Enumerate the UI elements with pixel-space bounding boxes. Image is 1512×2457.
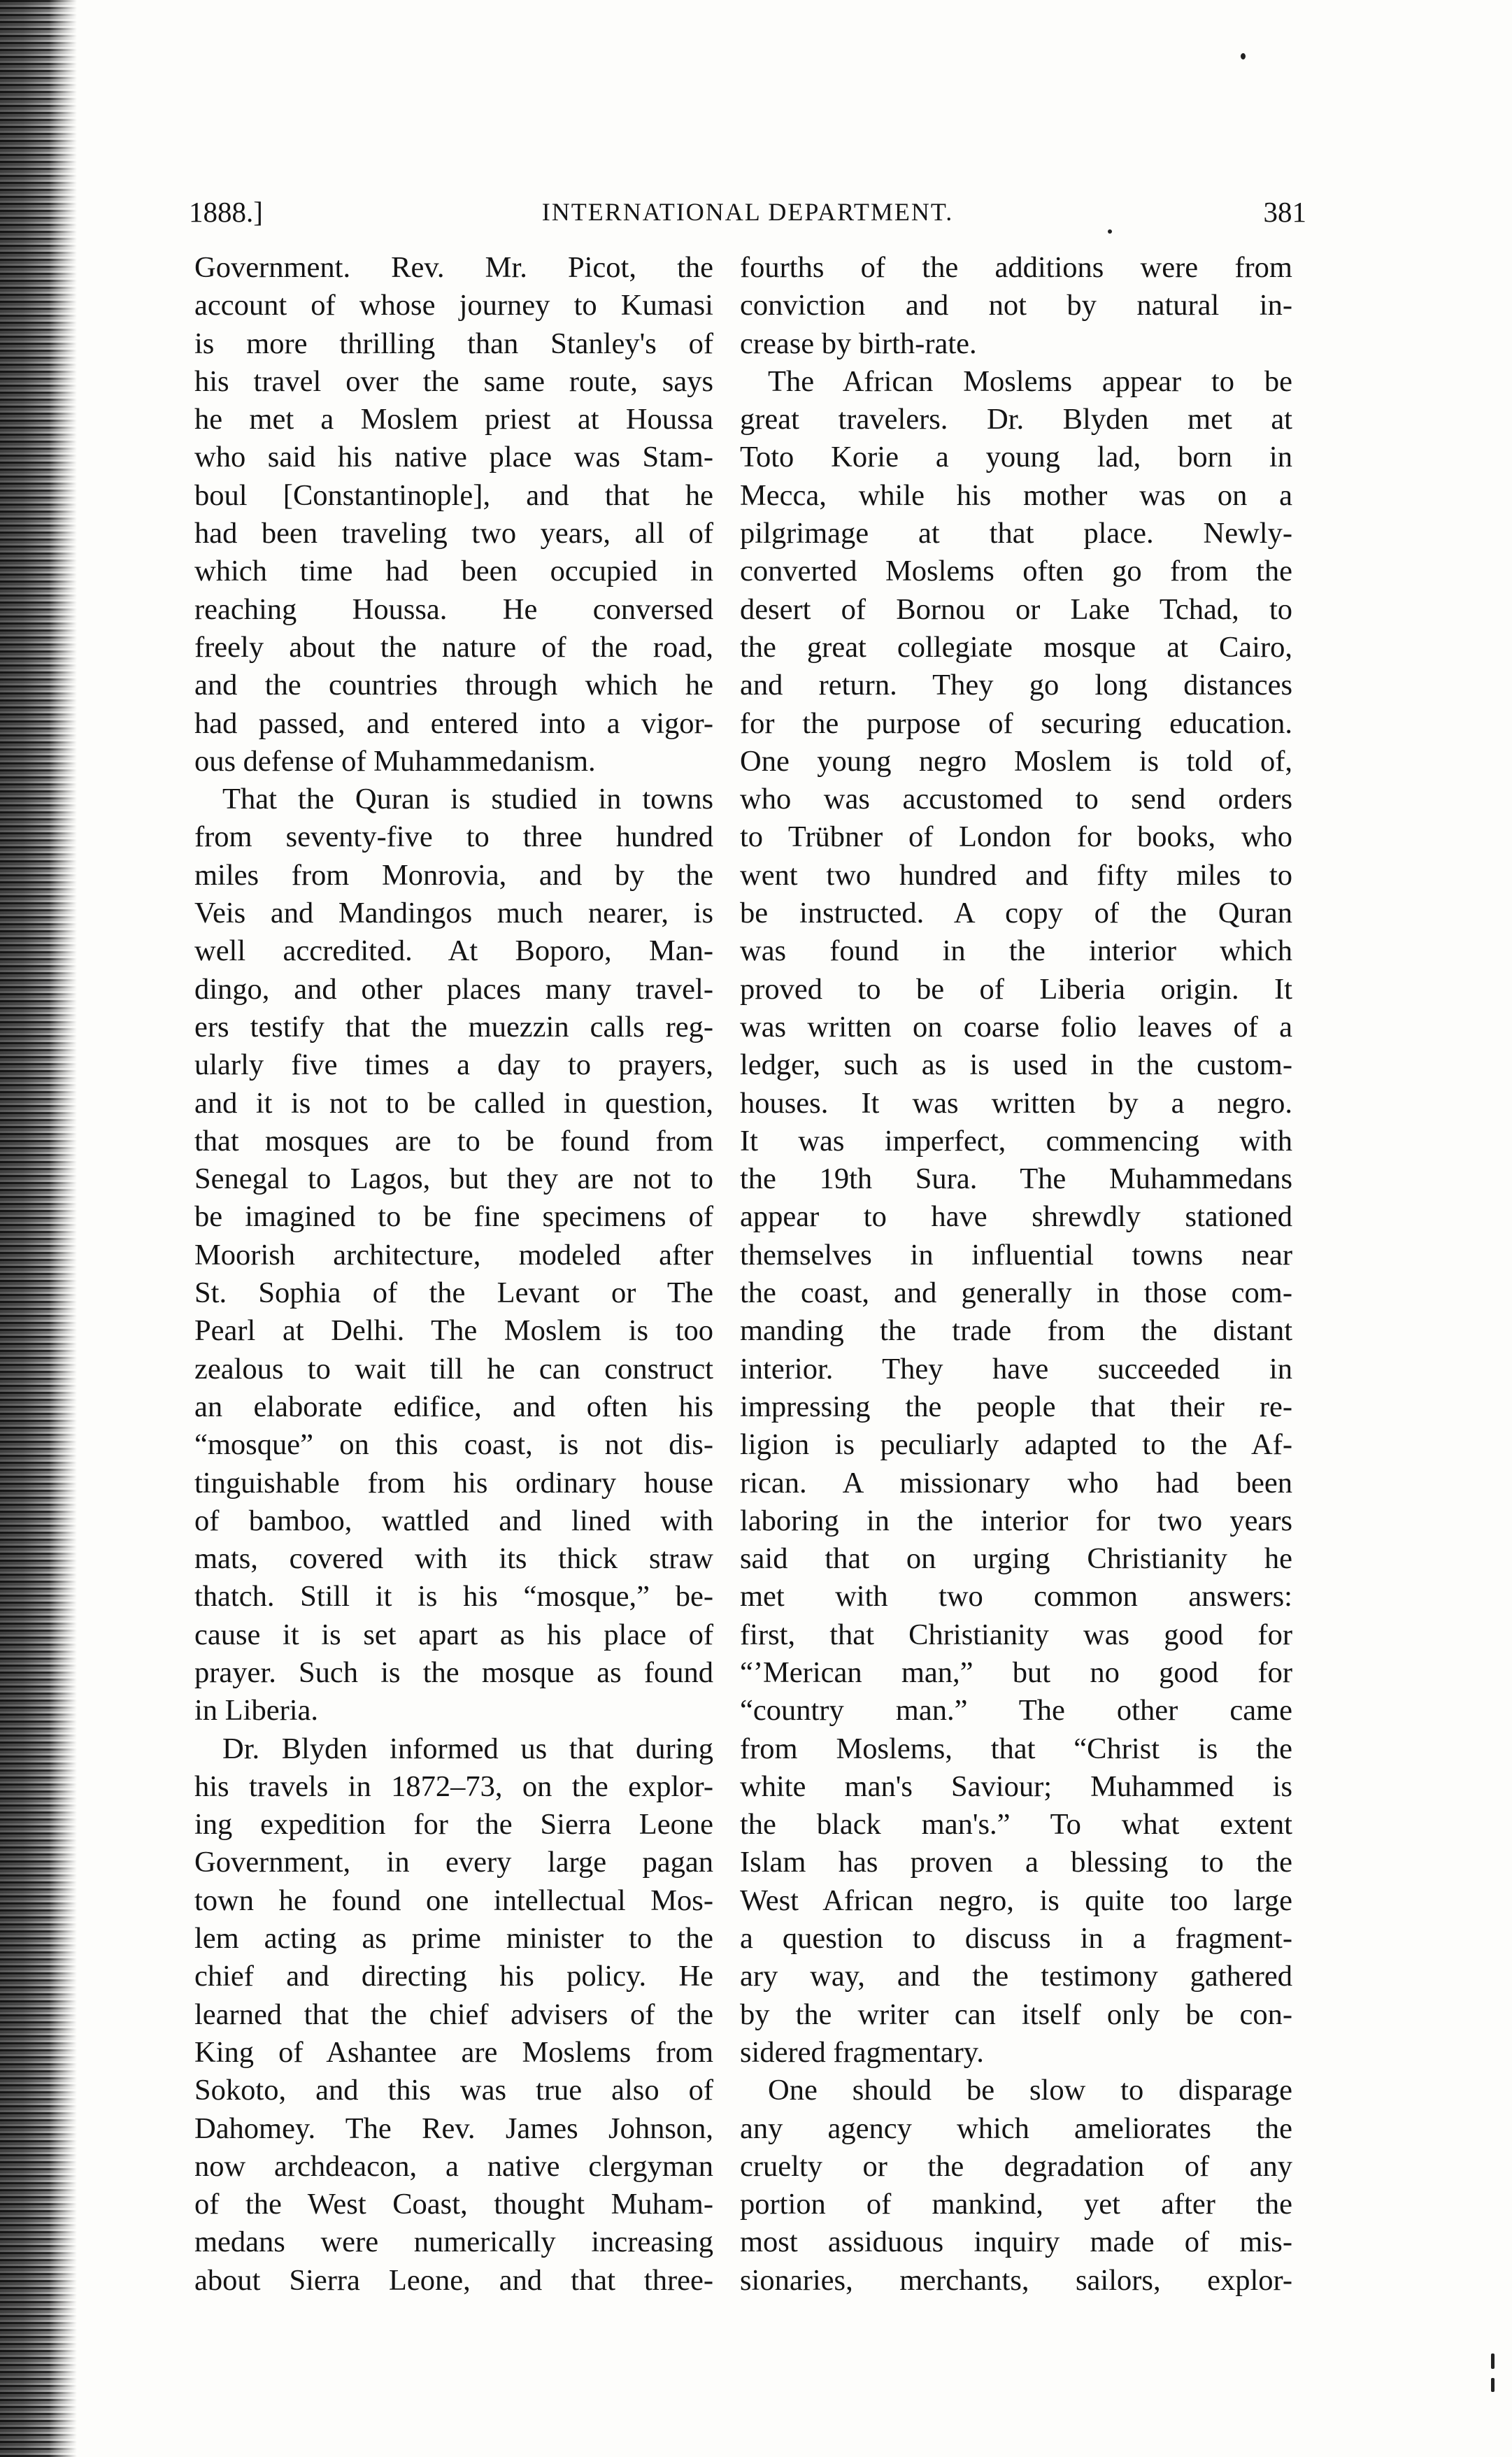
text-line: ers testify that the muezzin calls reg- (194, 1010, 713, 1044)
text-line: portion of mankind, yet after the (740, 2188, 1292, 2221)
text-line: appear to have shrewdly stationed (740, 1200, 1292, 1234)
text-line: be imagined to be fine specimens of (194, 1200, 713, 1234)
text-line: that mosques are to be found from (194, 1124, 713, 1158)
text-line: met with two common answers: (740, 1580, 1292, 1614)
text-line: first, that Christianity was good for (740, 1618, 1292, 1651)
text-line: Government, in every large pagan (194, 1846, 713, 1879)
scan-speck (1491, 2378, 1495, 2392)
text-line: any agency which ameliorates the (740, 2111, 1292, 2145)
text-line: boul [Constantinople], and that he (194, 478, 713, 512)
text-line: sidered fragmentary. (740, 2035, 984, 2069)
text-line: account of whose journey to Kumasi (194, 289, 713, 322)
text-line: had passed, and entered into a vigor- (194, 706, 713, 740)
text-line: which time had been occupied in (194, 555, 713, 588)
text-line: said that on urging Christianity he (740, 1542, 1292, 1576)
text-line: “country man.” The other came (740, 1694, 1292, 1728)
text-line: Toto Korie a young lad, born in (740, 441, 1292, 474)
header-year: 1888.] (189, 196, 263, 228)
text-line: for the purpose of securing education. (740, 706, 1292, 740)
text-line: the black man's.” To what extent (740, 1808, 1292, 1842)
text-line: mats, covered with its thick straw (194, 1542, 713, 1576)
text-line: Veis and Mandingos much nearer, is (194, 897, 713, 930)
scan-speck (1241, 53, 1246, 59)
text-line: lem acting as prime minister to the (194, 1922, 713, 1956)
text-line: St. Sophia of the Levant or The (194, 1276, 713, 1310)
text-line: Senegal to Lagos, but they are not to (194, 1162, 713, 1196)
text-line: fourths of the additions were from (740, 251, 1292, 284)
text-line: of bamboo, wattled and lined with (194, 1504, 713, 1537)
text-line: of the West Coast, thought Muham- (194, 2188, 713, 2221)
text-line: “mosque” on this coast, is not dis- (194, 1428, 713, 1462)
text-line: tinguishable from his ordinary house (194, 1466, 713, 1500)
right-column (740, 249, 1292, 2300)
page-number: 381 (1263, 196, 1306, 228)
text-line: he met a Moslem priest at Houssa (194, 403, 713, 436)
text-line: town he found one intellectual Mos- (194, 1883, 713, 1917)
text-line: the coast, and generally in those com- (740, 1276, 1292, 1310)
text-line: be instructed. A copy of the Quran (740, 897, 1292, 930)
text-line: who said his native place was Stam- (194, 441, 713, 474)
text-line: crease by birth-rate. (740, 327, 977, 360)
text-line: by the writer can itself only be con- (740, 1997, 1292, 2031)
text-line: great travelers. Dr. Blyden met at (740, 403, 1292, 436)
text-line: the great collegiate mosque at Cairo, (740, 630, 1292, 664)
text-line: miles from Monrovia, and by the (194, 858, 713, 892)
text-line: an elaborate edifice, and often his (194, 1390, 713, 1423)
text-line: freely about the nature of the road, (194, 630, 713, 664)
text-line: is more thrilling than Stanley's of (194, 327, 713, 360)
text-line: medans were numerically increasing (194, 2225, 713, 2259)
text-line: One should be slow to disparage (768, 2074, 1292, 2107)
text-line: Government. Rev. Mr. Picot, the (194, 251, 713, 284)
text-line: zealous to wait till he can construct (194, 1352, 713, 1386)
left-column (194, 249, 713, 2300)
text-line: about Sierra Leone, and that three- (194, 2263, 713, 2297)
text-line: Mecca, while his mother was on a (740, 478, 1292, 512)
text-line: to Trübner of London for books, who (740, 820, 1292, 854)
text-line: Sokoto, and this was true also of (194, 2074, 713, 2107)
text-line: now archdeacon, a native clergyman (194, 2149, 713, 2183)
text-line: ularly five times a day to prayers, (194, 1048, 713, 1082)
text-line: chief and directing his policy. He (194, 1960, 713, 1993)
text-line: went two hundred and fifty miles to (740, 858, 1292, 892)
text-line: and return. They go long distances (740, 669, 1292, 702)
text-line: well accredited. At Boporo, Man- (194, 934, 713, 968)
text-line: proved to be of Liberia origin. It (740, 972, 1292, 1006)
text-line: themselves in influential towns near (740, 1238, 1292, 1272)
text-line: was found in the interior which (740, 934, 1292, 968)
text-line: ligion is peculiarly adapted to the Af- (740, 1428, 1292, 1462)
text-line: white man's Saviour; Muhammed is (740, 1769, 1292, 1803)
text-line: learned that the chief advisers of the (194, 1997, 713, 2031)
text-line: West African negro, is quite too large (740, 1883, 1292, 1917)
text-line: dingo, and other places many travel- (194, 972, 713, 1006)
text-line: Pearl at Delhi. The Moslem is too (194, 1314, 713, 1348)
text-line: a question to discuss in a fragment- (740, 1922, 1292, 1956)
text-line: ary way, and the testimony gathered (740, 1960, 1292, 1993)
binding-edge (0, 0, 77, 2457)
text-line: impressing the people that their re- (740, 1390, 1292, 1423)
text-line: and the countries through which he (194, 669, 713, 702)
text-line: houses. It was written by a negro. (740, 1086, 1292, 1120)
running-header (189, 187, 1306, 236)
text-line: and it is not to be called in question, (194, 1086, 713, 1120)
text-line: reaching Houssa. He conversed (194, 592, 713, 626)
text-line: most assiduous inquiry made of mis- (740, 2225, 1292, 2259)
text-line: ing expedition for the Sierra Leone (194, 1808, 713, 1842)
text-line: his travels in 1872–73, on the explor- (194, 1769, 713, 1803)
text-line: ous defense of Muhammedanism. (194, 744, 596, 778)
text-line: pilgrimage at that place. Newly- (740, 517, 1292, 550)
text-line: “’Merican man,” but no good for (740, 1655, 1292, 1689)
text-line: the 19th Sura. The Muhammedans (740, 1162, 1292, 1196)
text-line: That the Quran is studied in towns (222, 783, 713, 816)
text-line: King of Ashantee are Moslems from (194, 2035, 713, 2069)
text-line: One young negro Moslem is told of, (740, 744, 1292, 778)
text-line: who was accustomed to send orders (740, 783, 1292, 816)
text-line: It was imperfect, commencing with (740, 1124, 1292, 1158)
text-line: Dr. Blyden informed us that during (222, 1732, 713, 1765)
text-line: The African Moslems appear to be (768, 364, 1292, 398)
text-line: laboring in the interior for two years (740, 1504, 1292, 1537)
text-line: cruelty or the degradation of any (740, 2149, 1292, 2183)
text-line: his travel over the same route, says (194, 364, 713, 398)
text-line: interior. They have succeeded in (740, 1352, 1292, 1386)
text-line: Dahomey. The Rev. James Johnson, (194, 2111, 713, 2145)
text-line: ledger, such as is used in the custom- (740, 1048, 1292, 1082)
text-line: sionaries, merchants, sailors, explor- (740, 2263, 1292, 2297)
text-line: from Moslems, that “Christ is the (740, 1732, 1292, 1765)
scan-speck (1491, 2353, 1495, 2369)
text-line: had been traveling two years, all of (194, 517, 713, 550)
text-line: desert of Bornou or Lake Tchad, to (740, 592, 1292, 626)
text-line: from seventy-five to three hundred (194, 820, 713, 854)
text-line: thatch. Still it is his “mosque,” be- (194, 1580, 713, 1614)
text-line: rican. A missionary who had been (740, 1466, 1292, 1500)
text-line: in Liberia. (194, 1694, 319, 1728)
text-line: converted Moslems often go from the (740, 555, 1292, 588)
text-line: prayer. Such is the mosque as found (194, 1655, 713, 1689)
text-line: Moorish architecture, modeled after (194, 1238, 713, 1272)
text-line: conviction and not by natural in- (740, 289, 1292, 322)
text-line: cause it is set apart as his place of (194, 1618, 713, 1651)
text-line: Islam has proven a blessing to the (740, 1846, 1292, 1879)
text-line: was written on coarse folio leaves of a (740, 1010, 1292, 1044)
header-title: INTERNATIONAL DEPARTMENT. (541, 198, 954, 226)
text-line: manding the trade from the distant (740, 1314, 1292, 1348)
